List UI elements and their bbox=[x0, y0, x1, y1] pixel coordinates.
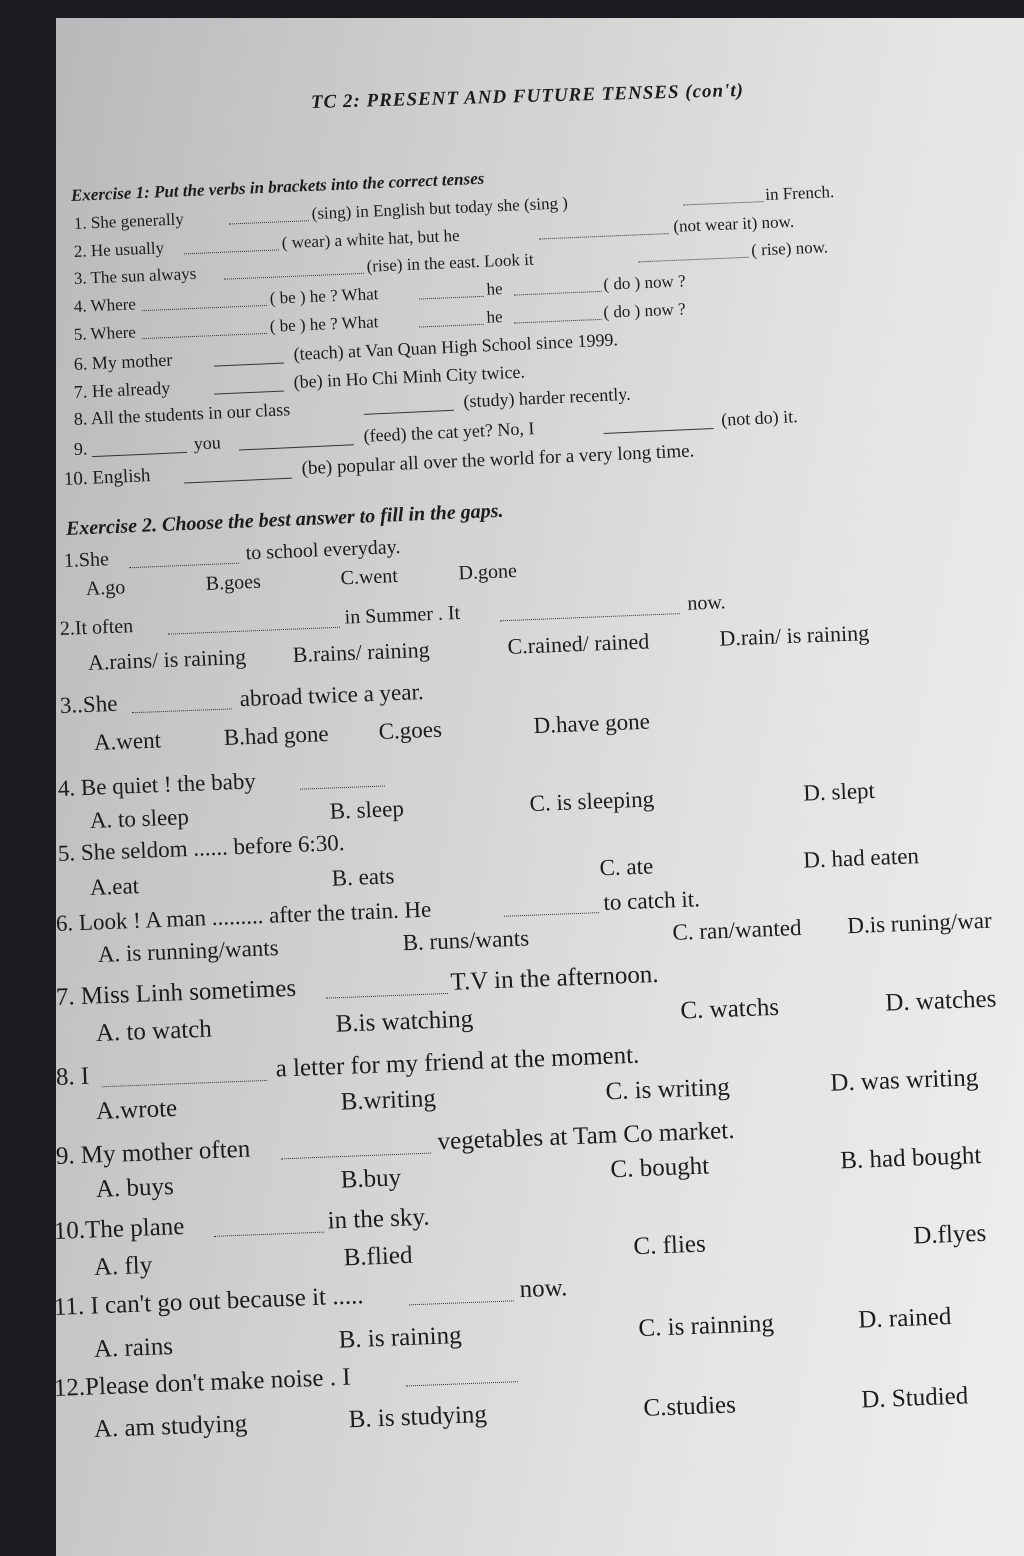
answer-blank[interactable] bbox=[604, 428, 714, 434]
ex1-item-2: 2. He usually ( wear) a white hat, but he (not wear it) now. bbox=[73, 211, 795, 261]
option-d[interactable]: D. Studied bbox=[860, 1382, 969, 1414]
option-d[interactable]: D. slept bbox=[802, 777, 876, 806]
option-b[interactable]: B.buy bbox=[340, 1164, 402, 1194]
option-c[interactable]: C.studies bbox=[642, 1391, 737, 1422]
answer-blank[interactable] bbox=[514, 319, 602, 324]
ex2-question-8: 8. I a letter for my friend at the moment. bbox=[55, 1041, 640, 1091]
option-a[interactable]: A. fly bbox=[93, 1251, 153, 1281]
option-a[interactable]: A. to watch bbox=[95, 1015, 213, 1047]
option-c[interactable]: C. is sleeping bbox=[529, 786, 655, 817]
ex1-item-1: 1. She generally (sing) in English but today she (sing ) in French. bbox=[73, 182, 835, 233]
answer-blank[interactable] bbox=[214, 362, 284, 366]
answer-blank[interactable] bbox=[92, 452, 187, 457]
ex1-item-10: 10. English (be) popular all over the world for a very long time. bbox=[63, 440, 695, 490]
option-c[interactable]: C. ran/wanted bbox=[672, 914, 802, 945]
option-d[interactable]: D.flyes bbox=[912, 1219, 987, 1250]
answer-blank[interactable] bbox=[639, 257, 749, 263]
option-c[interactable]: C. bought bbox=[610, 1152, 710, 1184]
ex1-item-8: 8. All the students in our class (study) harder recently. bbox=[73, 383, 632, 429]
answer-blank[interactable] bbox=[184, 478, 292, 484]
option-a[interactable]: A.went bbox=[93, 727, 162, 755]
ex2-question-7: 7. Miss Linh sometimes T.V in the afternoon. bbox=[55, 960, 660, 1011]
answer-blank[interactable] bbox=[214, 1232, 324, 1237]
option-a[interactable]: A.rains/ is raining bbox=[87, 643, 247, 675]
option-c[interactable]: C.rained/ rained bbox=[507, 628, 650, 659]
option-a[interactable]: A. rains bbox=[93, 1332, 174, 1363]
answer-blank[interactable] bbox=[419, 296, 484, 300]
ex1-item-3: 3. The sun always (rise) in the east. Look it ( rise) now. bbox=[73, 237, 829, 288]
ex2-question-3: 3..She abroad twice a year. bbox=[59, 679, 425, 718]
ex1-item-6: 6. My mother (teach) at Van Quan High School since 1999. bbox=[73, 329, 619, 374]
option-a[interactable]: A. is running/wants bbox=[97, 935, 280, 967]
option-d[interactable]: D.is runing/war bbox=[846, 907, 993, 939]
option-d[interactable]: B. had bought bbox=[839, 1142, 982, 1175]
answer-blank[interactable] bbox=[409, 1300, 514, 1305]
option-a[interactable]: A.go bbox=[85, 576, 126, 600]
option-d[interactable]: D. had eaten bbox=[802, 843, 920, 873]
option-b[interactable]: B.rains/ raining bbox=[292, 636, 431, 668]
option-c[interactable]: C. is writing bbox=[605, 1073, 731, 1106]
option-b[interactable]: B.goes bbox=[205, 570, 262, 595]
ex1-item-9: 9. you (feed) the cat yet? No, I (not do) it. bbox=[73, 406, 799, 459]
answer-blank[interactable] bbox=[419, 324, 484, 328]
answer-blank[interactable] bbox=[102, 1080, 267, 1087]
ex2-question-9: 9. My mother often vegetables at Tam Co market. bbox=[55, 1116, 735, 1170]
option-d[interactable]: D. rained bbox=[857, 1303, 952, 1334]
ex2-question-10: 10.The plane in the sky. bbox=[53, 1203, 430, 1245]
answer-blank[interactable] bbox=[500, 613, 680, 621]
exercise1-heading: Exercise 1: Put the verbs in brackets into the correct tenses bbox=[70, 168, 485, 205]
ex2-question-11: 11. I can't go out because it ..... now. bbox=[53, 1274, 568, 1321]
ex2-question-5: 5. She seldom ...... before 6:30. bbox=[57, 830, 346, 866]
answer-blank[interactable] bbox=[504, 912, 599, 917]
option-c[interactable]: C.goes bbox=[378, 716, 443, 745]
ex1-item-5: 5. Where ( be ) he ? What he ( do ) now ? bbox=[73, 299, 686, 344]
option-a[interactable]: A.wrote bbox=[95, 1094, 178, 1125]
answer-blank[interactable] bbox=[539, 233, 669, 239]
option-a[interactable]: A. am studying bbox=[93, 1410, 248, 1443]
option-c[interactable]: C. is rainning bbox=[637, 1309, 775, 1343]
answer-blank[interactable] bbox=[684, 201, 764, 205]
ex2-question-1: 1.She to school everyday. bbox=[63, 535, 401, 572]
answer-blank[interactable] bbox=[168, 627, 340, 635]
answer-blank[interactable] bbox=[184, 249, 279, 254]
ex2-question-6: 6. Look ! A man ......... after the train. He to catch it. bbox=[55, 886, 701, 936]
option-a[interactable]: A.eat bbox=[89, 873, 140, 900]
ex1-item-4: 4. Where ( be ) he ? What he ( do ) now ? bbox=[73, 271, 686, 316]
option-c[interactable]: C.went bbox=[340, 564, 399, 590]
option-b[interactable]: B.had gone bbox=[223, 720, 329, 751]
answer-blank[interactable] bbox=[239, 444, 354, 450]
option-c[interactable]: C. ate bbox=[599, 853, 654, 881]
answer-blank[interactable] bbox=[229, 220, 309, 224]
answer-blank[interactable] bbox=[406, 1381, 518, 1386]
ex2-question-2: 2.It often in Summer . It now. bbox=[59, 591, 726, 640]
option-b[interactable]: B. sleep bbox=[329, 795, 405, 824]
option-b[interactable]: B. is studying bbox=[348, 1400, 488, 1434]
answer-blank[interactable] bbox=[514, 291, 602, 296]
answer-blank[interactable] bbox=[224, 273, 364, 280]
ex2-question-4: 4. Be quiet ! the baby bbox=[57, 749, 758, 806]
answer-blank[interactable] bbox=[214, 390, 284, 394]
option-a[interactable]: A. buys bbox=[95, 1173, 175, 1203]
option-d[interactable]: D.have gone bbox=[533, 708, 651, 739]
option-b[interactable]: B.flied bbox=[343, 1241, 413, 1272]
option-d[interactable]: D. watches bbox=[884, 985, 997, 1017]
answer-blank[interactable] bbox=[132, 708, 232, 713]
ex1-item-7: 7. He already (be) in Ho Chi Minh City twice. bbox=[73, 361, 526, 402]
answer-blank[interactable] bbox=[364, 410, 454, 415]
answer-blank[interactable] bbox=[142, 305, 267, 311]
option-d[interactable]: D.gone bbox=[458, 559, 518, 585]
answer-blank[interactable] bbox=[326, 993, 448, 999]
option-d[interactable]: D. was writing bbox=[829, 1064, 979, 1097]
option-a[interactable]: A. to sleep bbox=[89, 804, 190, 833]
answer-blank[interactable] bbox=[300, 785, 385, 789]
option-b[interactable]: B.writing bbox=[340, 1084, 437, 1116]
answer-blank[interactable] bbox=[142, 333, 267, 339]
option-c[interactable]: C. flies bbox=[632, 1230, 707, 1261]
ex2-question-12: 12.Please don't make noise . I bbox=[53, 1344, 854, 1407]
option-b[interactable]: B.is watching bbox=[335, 1005, 474, 1038]
worksheet-title: TC 2: PRESENT AND FUTURE TENSES (con't) bbox=[310, 79, 745, 113]
answer-blank[interactable] bbox=[281, 1153, 431, 1160]
worksheet-page bbox=[53, 18, 1024, 1556]
option-d[interactable]: D.rain/ is raining bbox=[718, 620, 870, 651]
option-b[interactable]: B. eats bbox=[331, 863, 395, 891]
answer-blank[interactable] bbox=[129, 563, 239, 569]
option-c[interactable]: C. watchs bbox=[679, 993, 780, 1025]
option-b[interactable]: B. is raining bbox=[338, 1321, 463, 1354]
option-b[interactable]: B. runs/wants bbox=[402, 925, 530, 956]
exercise2-heading: Exercise 2. Choose the best answer to fill in the gaps. bbox=[65, 499, 504, 540]
